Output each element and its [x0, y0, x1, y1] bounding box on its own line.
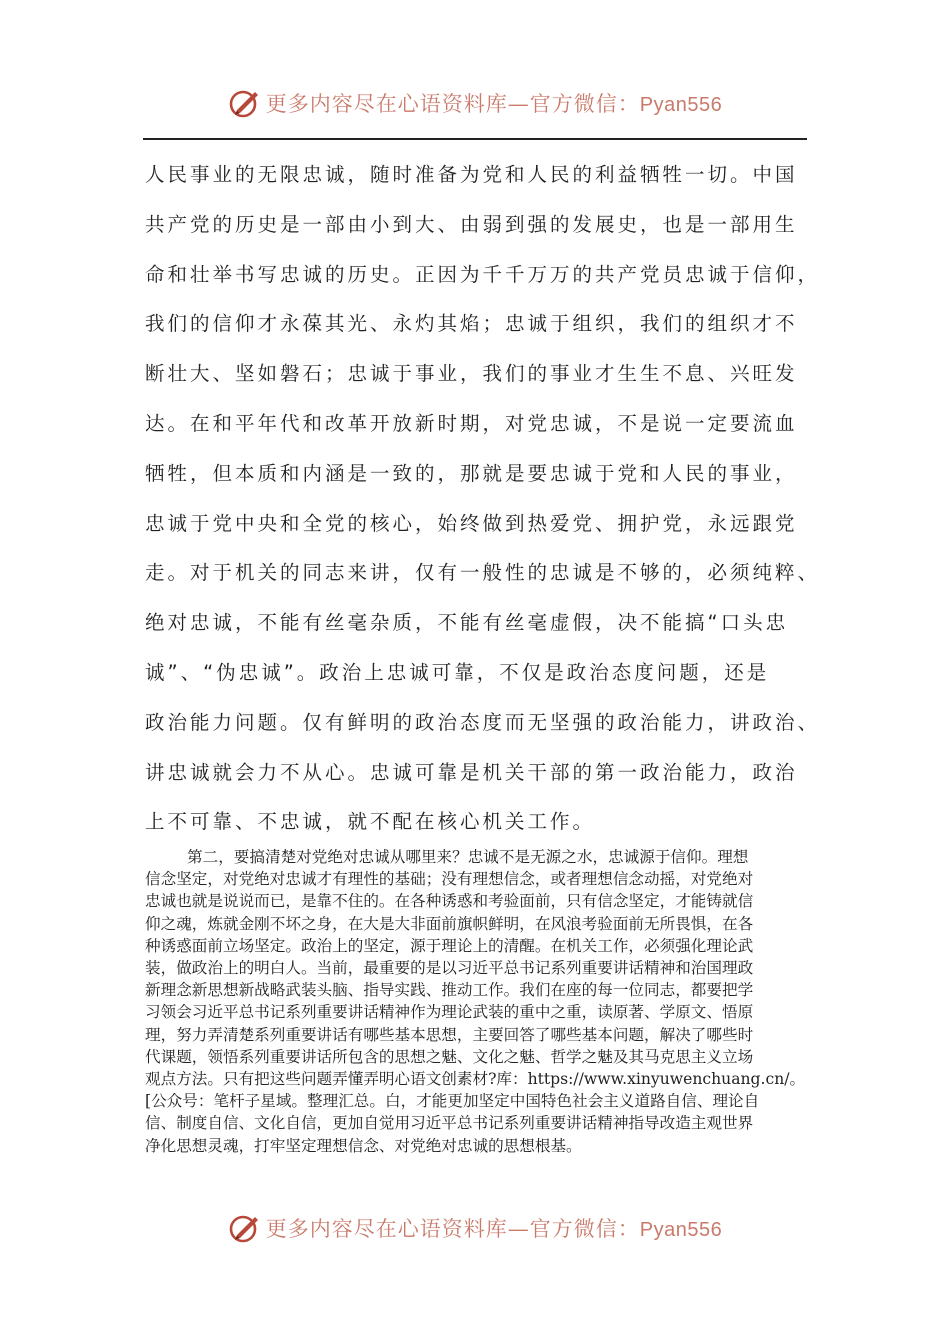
header-banner-wechat-label: 官方微信：	[529, 92, 640, 116]
paragraph-line: 人民事业的无限忠诚，随时准备为党和人民的利益牺牲一切。中国	[145, 163, 798, 186]
paragraph-line: 理，努力弄清楚系列重要讲话有哪些基本思想，主要回答了哪些基本问题，解决了哪些时	[145, 1025, 754, 1044]
footer-banner-main: 更多内容尽在心语资料库	[265, 1217, 508, 1241]
header-banner	[0, 78, 950, 128]
paragraph-line: 绝对忠诚，不能有丝毫杂质，不能有丝毫虚假，决不能搞“口头忠	[145, 611, 789, 635]
paragraph-line: 达。在和平年代和改革开放新时期，对党忠诚，不是说一定要流血	[145, 411, 798, 435]
header-banner-main: 更多内容尽在心语资料库	[265, 92, 508, 116]
paragraph-line: 仰之魂，炼就金刚不坏之身，在大是大非面前旗帜鲜明，在风浪考验面前无所畏惧，在各	[145, 914, 754, 933]
paragraph-line: 观点方法。只有把这些问题弄懂弄明心语文创素材?库：https://www.xinyuwenchuang.cn/。	[145, 1070, 806, 1089]
paragraph-line: 诚”、“伪忠诚”。政治上忠诚可靠，不仅是政治态度问题，还是	[145, 660, 770, 684]
header-banner-sep: —	[507, 92, 530, 116]
footer-banner	[0, 1203, 950, 1253]
paragraph-line: 断壮大、坚如磐石；忠诚于事业，我们的事业才生生不息、兴旺发	[145, 362, 798, 386]
paragraph-line: 走。对于机关的同志来讲，仅有一般性的忠诚是不够的，必须纯粹、	[145, 561, 821, 585]
header-banner-text	[266, 88, 722, 118]
paragraph-line: 共产党的历史是一部由小到大、由弱到强的发展史，也是一部用生	[145, 212, 798, 236]
pen-circle-logo-icon	[228, 86, 262, 120]
paragraph-line: 净化思想灵魂，打牢坚定理想信念、对党绝对忠诚的思想根基。	[145, 1136, 582, 1155]
header-banner-wechat-id: Pyan556	[639, 94, 723, 116]
header-rule	[143, 138, 807, 140]
paragraph-line: 忠诚也就是说说而已，是靠不住的。在各种诱惑和考验面前，只有信念坚定，才能铸就信	[145, 892, 754, 911]
footer-banner-sep: —	[507, 1217, 530, 1241]
paragraph-line: [公众号：笔杆子星域。整理汇总。白，才能更加坚定中国特色社会主义道路自信、理论自	[145, 1092, 760, 1111]
paragraph-line: 讲忠诚就会力不从心。忠诚可靠是机关干部的第一政治能力，政治	[145, 760, 798, 784]
paragraph-line: 上不可靠、不忠诚，就不配在核心机关工作。	[145, 810, 596, 834]
paragraph-line: 政治能力问题。仅有鲜明的政治态度而无坚强的政治能力，讲政治、	[145, 710, 821, 734]
paragraph-line: 装，做政治上的明白人。当前，最重要的是以习近平总书记系列重要讲话精神和治国理政	[145, 959, 754, 978]
pen-circle-logo-icon	[228, 1211, 262, 1245]
paragraph-line: 我们的信仰才永葆其光、永灼其焰；忠诚于组织，我们的组织才不	[145, 312, 798, 336]
paragraph-line: 第二，要搞清楚对党绝对忠诚从哪里来？忠诚不是无源之水，忠诚源于信仰。理想	[187, 848, 749, 866]
paragraph-line: 新理念新思想新战略武装头脑、指导实践、推动工作。我们在座的每一位同志，都要把学	[145, 981, 754, 1000]
paragraph-line: 命和壮举书写忠诚的历史。正因为千千万万的共产党员忠诚于信仰，	[145, 262, 821, 286]
paragraph-line: 信念坚定，对党绝对忠诚才有理性的基础；没有理想信念，或者理想信念动摇，对党绝对	[145, 870, 754, 889]
footer-banner-wechat-label: 官方微信：	[529, 1217, 640, 1241]
paragraph-line: 信、制度自信、文化自信，更加自觉用习近平总书记系列重要讲话精神指导改造主观世界	[145, 1114, 754, 1133]
paragraph-line: 牺牲，但本质和内涵是一致的，那就是要忠诚于党和人民的事业，	[145, 461, 798, 485]
body-paragraph-large	[145, 150, 821, 847]
body-paragraph-small	[145, 846, 810, 1157]
paragraph-line: 忠诚于党中央和全党的核心，始终做到热爱党、拥护党，永远跟党	[145, 511, 798, 535]
paragraph-line: 代课题，领悟系列重要讲话所包含的思想之魅、文化之魅、哲学之魅及其马克思主义立场	[145, 1047, 754, 1066]
paragraph-line: 习领会习近平总书记系列重要讲话精神作为理论武装的重中之重，读原著、学原文、悟原	[145, 1003, 754, 1022]
paragraph-line: 种诱惑面前立场坚定。政治上的坚定，源于理论上的清醒。在机关工作，必须强化理论武	[145, 936, 754, 955]
footer-banner-text	[266, 1213, 722, 1243]
footer-banner-wechat-id: Pyan556	[639, 1219, 723, 1241]
